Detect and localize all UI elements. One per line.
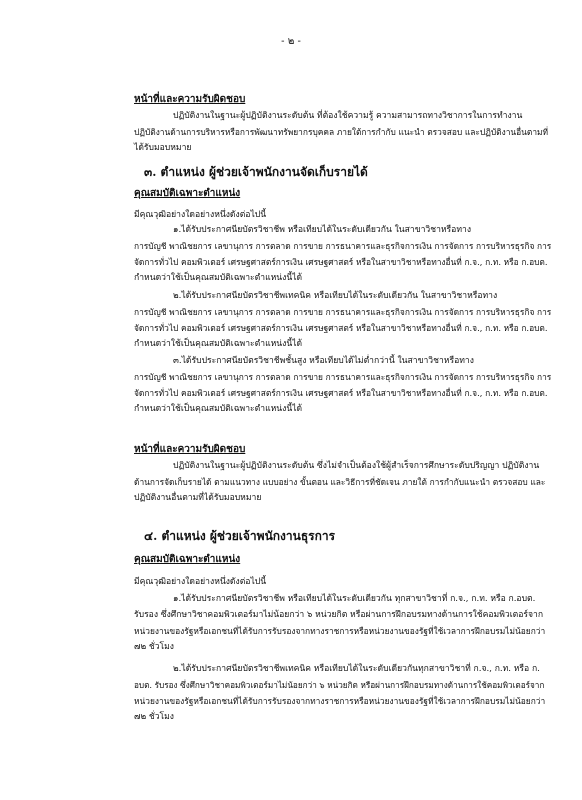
qualification-line: กำหนดว่าใช้เป็นคุณสมบัติเฉพาะตำแหน่งนี้ได้	[134, 339, 303, 349]
duty-line: ปฏิบัติงานด้านการบริหารหรือการพัฒนาทรัพยากรบุคคล ภายใต้การกำกับ แนะนำ ตรวจสอบ และปฏิบัติงานอื่นตามที่	[134, 127, 549, 137]
qualification-line: ๗๒ ชั่วโมง	[134, 712, 174, 722]
duty-line: ได้รับมอบหมาย	[134, 143, 192, 153]
duty-line: ปฏิบัติงานในฐานะผู้ปฏิบัติงานระดับต้น ซึ่งไม่จำเป็นต้องใช้ผู้สำเร็จการศึกษาระดับปริญญา ปฏิบัติงาน	[173, 461, 540, 471]
qualification-line: รับรอง ซึ่งศึกษาวิชาคอมพิวเตอร์มาไม่น้อยกว่า ๖ หน่วยกิต หรือผ่านการฝึกอบรมทางด้านการใช้คอมพิวเตอร์จาก	[134, 610, 544, 620]
qualification-line: จัดการทั่วไป คอมพิวเตอร์ เศรษฐศาสตร์การเงิน เศรษฐศาสตร์ หรือในสาขาวิชาหรือทางอื่นที่ ก.จ., ก.ท. หรือ ก.อบต.	[134, 257, 548, 267]
qualification-line: ๒.ได้รับประกาศนียบัตรวิชาชีพเทคนิค หรือเทียบได้ในระดับเดียวกันทุกสาขาวิชาที่ ก.จ., ก.ท. หรือ ก.	[173, 664, 540, 674]
duties-heading: หน้าที่และความรับผิดชอบ	[134, 444, 246, 455]
qualification-line: หน่วยงานของรัฐหรือเอกชนที่ได้รับการรับรองจากทางราชการหรือหน่วยงานของรัฐที่ใช้เวลาการฝึกอบรมไม่น้อยกว่า	[134, 696, 546, 706]
qualification-line: ๑.ได้รับประกาศนียบัตรวิชาชีพ หรือเทียบได้ในระดับเดียวกัน ทุกสาขาวิชาที่ ก.จ., ก.ท. หรือ ก.อบต.	[173, 594, 536, 604]
duty-line: ปฏิบัติงานในฐานะผู้ปฏิบัติงานระดับต้น ที่ต้องใช้ความรู้ ความสามารถทางวิชาการในการทำงาน	[173, 111, 523, 121]
qualification-line: ๒.ได้รับประกาศนียบัตรวิชาชีพเทคนิค หรือเทียบได้ในระดับเดียวกัน ในสาขาวิชาหรือทาง	[173, 291, 498, 301]
duties-heading: หน้าที่และความรับผิดชอบ	[134, 94, 246, 105]
qualification-heading: คุณสมบัติเฉพาะตำแหน่ง	[134, 554, 241, 565]
qualification-line: ๑.ได้รับประกาศนียบัตรวิชาชีพ หรือเทียบได้ในระดับเดียวกัน ในสาขาวิชาหรือทาง	[173, 225, 472, 235]
qualification-intro: มีคุณวุฒิอย่างใดอย่างหนึ่งดังต่อไปนี้	[134, 577, 267, 587]
qualification-line: การบัญชี พาณิชยการ เลขานุการ การตลาด การขาย การธนาคารและธุรกิจการเงิน การจัดการ การบริหารธุรกิจ การ	[134, 372, 552, 382]
qualification-line: ๓.ได้รับประกาศนียบัตรวิชาชีพชั้นสูง หรือเทียบได้ไม่ต่ำกว่านี้ ในสาขาวิชาหรือทาง	[173, 356, 474, 366]
section-3-title: ๓. ตำแหน่ง ผู้ช่วยเจ้าพนักงานจัดเก็บรายได้	[144, 165, 368, 179]
qualification-intro: มีคุณวุฒิอย่างใดอย่างหนึ่งดังต่อไปนี้	[134, 210, 267, 220]
qualification-line: อบต. รับรอง ซึ่งศึกษาวิชาคอมพิวเตอร์มาไม่น้อยกว่า ๖ หน่วยกิต หรือผ่านการฝึกอบรมทางด้านการใช้คอมพิวเตอร์จาก	[134, 680, 545, 690]
qualification-line: หน่วยงานของรัฐหรือเอกชนที่ได้รับการรับรองจากทางราชการหรือหน่วยงานของรัฐที่ใช้เวลาการฝึกอบรมไม่น้อยกว่า	[134, 626, 546, 636]
duty-line: ด้านการจัดเก็บรายได้ ตามแนวทาง แบบอย่าง ขั้นตอน และวิธีการที่ชัดเจน ภายใต้ การกำกับแนะนำ ตรวจสอบ และ	[134, 477, 546, 487]
qualification-heading: คุณสมบัติเฉพาะตำแหน่ง	[134, 188, 241, 199]
qualification-line: กำหนดว่าใช้เป็นคุณสมบัติเฉพาะตำแหน่งนี้ได้	[134, 404, 303, 414]
qualification-line: จัดการทั่วไป คอมพิวเตอร์ เศรษฐศาสตร์การเงิน เศรษฐศาสตร์ หรือในสาขาวิชาหรือทางอื่นที่ ก.จ., ก.ท. หรือ ก.อบต.	[134, 323, 548, 333]
duty-line: ปฏิบัติงานอื่นตามที่ได้รับมอบหมาย	[134, 493, 262, 503]
qualification-line: กำหนดว่าใช้เป็นคุณสมบัติเฉพาะตำแหน่งนี้ได้	[134, 273, 303, 283]
qualification-line: จัดการทั่วไป คอมพิวเตอร์ เศรษฐศาสตร์การเงิน เศรษฐศาสตร์ หรือในสาขาวิชาหรือทางอื่นที่ ก.จ., ก.ท. หรือ ก.อบต.	[134, 388, 548, 398]
page-number: - ๒ -	[281, 36, 301, 47]
qualification-line: ๗๒ ชั่วโมง	[134, 642, 174, 652]
qualification-line: การบัญชี พาณิชยการ เลขานุการ การตลาด การขาย การธนาคารและธุรกิจการเงิน การจัดการ การบริหารธุรกิจ การ	[134, 307, 552, 317]
qualification-line: การบัญชี พาณิชยการ เลขานุการ การตลาด การขาย การธนาคารและธุรกิจการเงิน การจัดการ การบริหารธุรกิจ การ	[134, 241, 552, 251]
section-4-title: ๔. ตำแหน่ง ผู้ช่วยเจ้าพนักงานธุรการ	[144, 529, 336, 543]
